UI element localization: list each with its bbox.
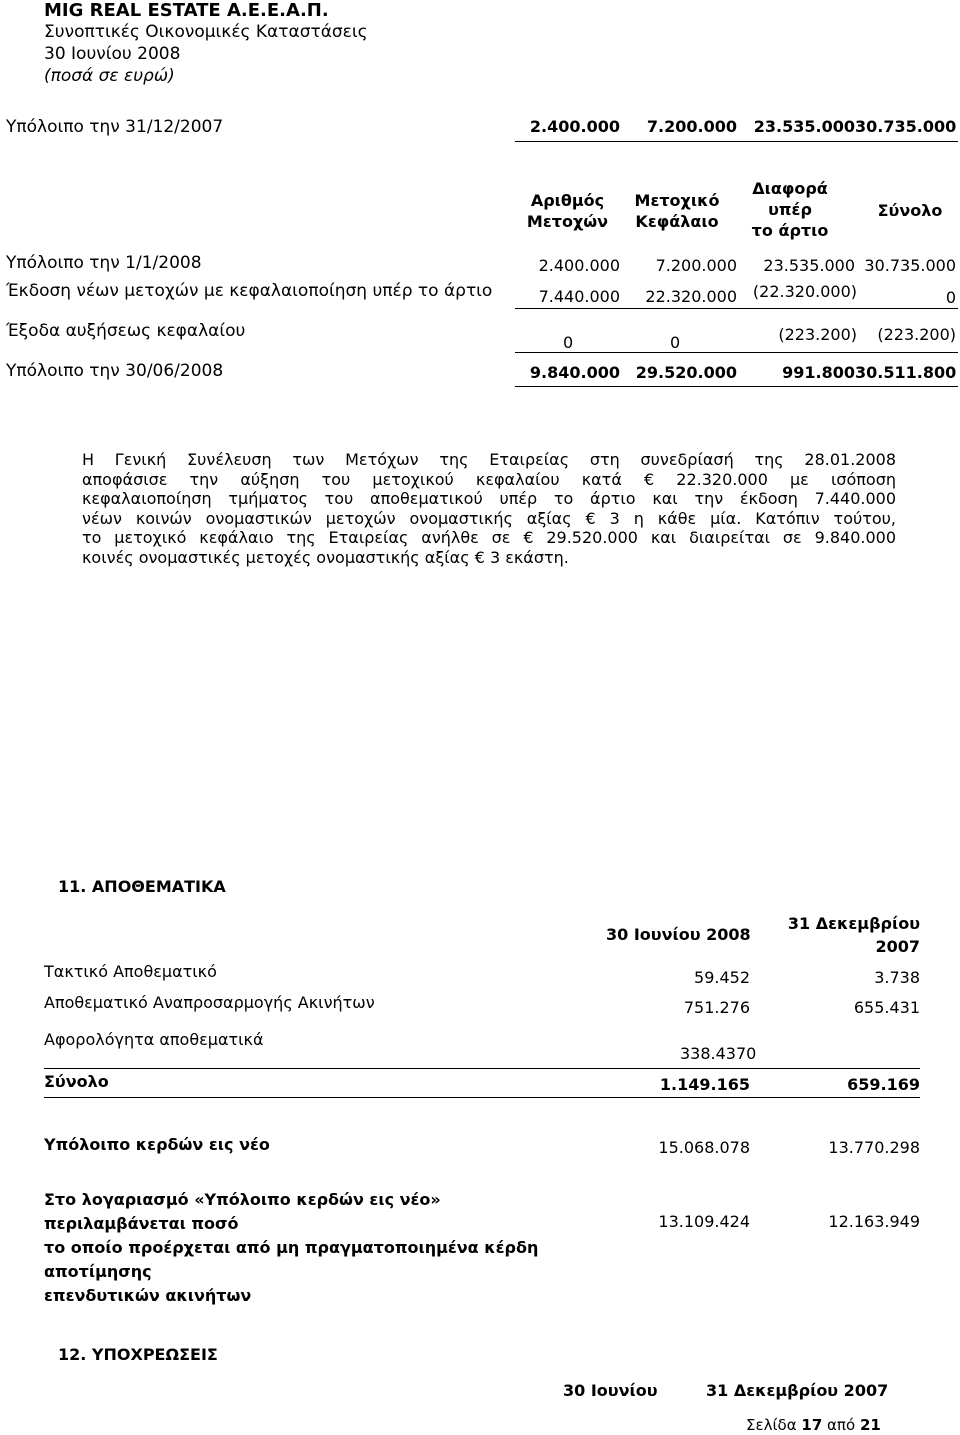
note-line: το οποίο προέρχεται από μη πραγματοποιημένα κέρδη [44, 1238, 539, 1257]
row-cell: 0 [563, 333, 574, 352]
capital-increase-paragraph [82, 450, 896, 567]
page-current: 17 [801, 1416, 823, 1434]
liabilities-col-header-dec: 31 Δεκεμβρίου 2007 [706, 1381, 889, 1400]
liabilities-col-header-jun: 30 Ιουνίου [563, 1381, 658, 1400]
statements-title: Συνοπτικές Οικονομικές Καταστάσεις [44, 22, 368, 42]
row-label: Υπόλοιπο την 30/06/2008 [6, 361, 224, 381]
col-header-capital [622, 190, 732, 232]
section-title-reserves: 11. ΑΠΟΘΕΜΑΤΙΚΑ [58, 877, 226, 896]
row-cell: 30.735.000 [864, 256, 956, 275]
reserves-col-header-dec [760, 912, 920, 958]
reserves-col-header-dec-l2: 2007 [875, 937, 920, 956]
row-label: Έκδοση νέων μετοχών με κεφαλαιοποίηση υπέρ το άρτιο [6, 281, 493, 301]
retained-earnings-jun: 15.068.078 [658, 1138, 750, 1157]
reserves-total-underline [44, 1097, 920, 1098]
row-cell: 991.800 [782, 363, 855, 382]
company-name: MIG REAL ESTATE Α.Ε.Ε.Α.Π. [44, 0, 329, 21]
row-cell: 23.535.000 [763, 256, 855, 275]
col-header-shares-l2: Μετοχών [526, 212, 609, 231]
row-cell: 7.200.000 [655, 256, 737, 275]
row-cell: 2.400.000 [538, 256, 620, 275]
row-label: Υπόλοιπο την 1/1/2008 [6, 253, 202, 273]
paragraph-line: το μετοχικό κεφάλαιο της Εταιρείας ανήλθε σε € 29.520.000 και διαιρείται σε 9.840.000 [82, 528, 896, 547]
reserve-label: Αποθεματικό Αναπροσαρμογής Ακινήτων [44, 993, 375, 1012]
note-line: περιλαμβάνεται ποσό [44, 1214, 239, 1233]
report-date: 30 Ιουνίου 2008 [44, 44, 181, 64]
retained-earnings-note [44, 1188, 538, 1308]
unrealised-gains-jun: 13.109.424 [658, 1212, 750, 1231]
reserve-value-jun: 751.276 [683, 998, 750, 1017]
row-cell: 7.440.000 [538, 287, 620, 306]
col-header-premium-l3: το άρτιο [751, 221, 829, 240]
reserves-separator [44, 1068, 920, 1069]
balance-2007-capital: 7.200.000 [646, 117, 737, 136]
page-prefix: Σελίδα [746, 1416, 797, 1434]
col-header-capital-l1: Μετοχικό [634, 191, 720, 210]
reserves-total-jun: 1.149.165 [659, 1075, 750, 1094]
reserve-label: Τακτικό Αποθεματικό [44, 962, 217, 981]
row-cell: 29.520.000 [635, 363, 737, 382]
row-separator [515, 352, 958, 353]
col-header-total: Σύνολο [877, 201, 943, 220]
row-cell: 22.320.000 [645, 287, 737, 306]
paragraph-line: κεφαλαιοποίηση τμήματος του αποθεματικού υπέρ το άρτιο και την έκδοση 7.440.000 [82, 489, 896, 508]
unrealised-gains-dec: 12.163.949 [828, 1212, 920, 1231]
page-number [746, 1416, 881, 1434]
row-cell: 0 [945, 288, 956, 307]
total-underline [515, 386, 958, 387]
row-separator [515, 308, 958, 309]
section-title-liabilities: 12. ΥΠΟΧΡΕΩΣΕΙΣ [58, 1345, 218, 1364]
col-header-shares [515, 190, 620, 232]
balance-2007-premium: 23.535.000 [753, 117, 855, 136]
reserve-value-jun: 338.4370 [680, 1044, 757, 1063]
row-label: Έξοδα αυξήσεως κεφαλαίου [6, 321, 246, 341]
col-header-premium-l1: Διαφορά [752, 179, 828, 198]
currency-note: (ποσά σε ευρώ) [44, 66, 175, 86]
page-mid: από [827, 1416, 856, 1434]
col-header-shares-l1: Αριθμός [530, 191, 605, 210]
paragraph-line: κοινές ονομαστικές μετοχές ονομαστικής αξίας € 3 εκάστη. [82, 547, 569, 567]
row-cell: (223.200) [778, 325, 857, 344]
reserves-col-header-dec-l1: 31 Δεκεμβρίου [787, 914, 920, 933]
note-line: αποτίμησης [44, 1262, 152, 1281]
balance-2007-shares: 2.400.000 [529, 117, 620, 136]
balance-2007-underline [515, 141, 958, 142]
col-header-premium-l2: υπέρ [768, 200, 812, 219]
balance-2007-label: Υπόλοιπο την 31/12/2007 [6, 117, 224, 137]
reserves-total-dec: 659.169 [847, 1075, 920, 1094]
reserves-total-label: Σύνολο [44, 1072, 109, 1091]
col-header-capital-l2: Κεφάλαιο [635, 212, 719, 231]
row-cell: 0 [670, 333, 681, 352]
note-line: Στο λογαριασμό «Υπόλοιπο κερδών εις νέο» [44, 1190, 441, 1209]
reserves-col-header-jun: 30 Ιουνίου 2008 [606, 925, 751, 944]
retained-earnings-dec: 13.770.298 [828, 1138, 920, 1157]
reserve-value-dec: 655.431 [853, 998, 920, 1017]
reserve-value-dec: 3.738 [874, 968, 920, 987]
row-cell: (22.320.000) [752, 282, 857, 301]
row-cell: (223.200) [877, 325, 956, 344]
note-line: επενδυτικών ακινήτων [44, 1286, 252, 1305]
reserve-label: Αφορολόγητα αποθεματικά [44, 1030, 264, 1049]
balance-2007-total: 30.735.000 [855, 117, 957, 136]
retained-earnings-label: Υπόλοιπο κερδών εις νέο [44, 1135, 270, 1154]
row-cell: 30.511.800 [855, 363, 957, 382]
row-cell: 9.840.000 [529, 363, 620, 382]
page-total: 21 [859, 1416, 881, 1434]
paragraph-line: νέων κοινών ονομαστικών μετοχών ονομαστικής αξίας € 3 η κάθε μία. Κατόπιν τούτου, [82, 508, 896, 528]
paragraph-line: Η Γενική Συνέλευση των Μετόχων της Εταιρείας στη συνεδρίασή της 28.01.2008 [82, 450, 896, 469]
paragraph-line: αποφάσισε την αύξηση του μετοχικού κεφαλαίου κατά € 22.320.000 με ισόποση [82, 469, 896, 489]
reserve-value-jun: 59.452 [694, 968, 750, 987]
col-header-premium [740, 178, 840, 241]
